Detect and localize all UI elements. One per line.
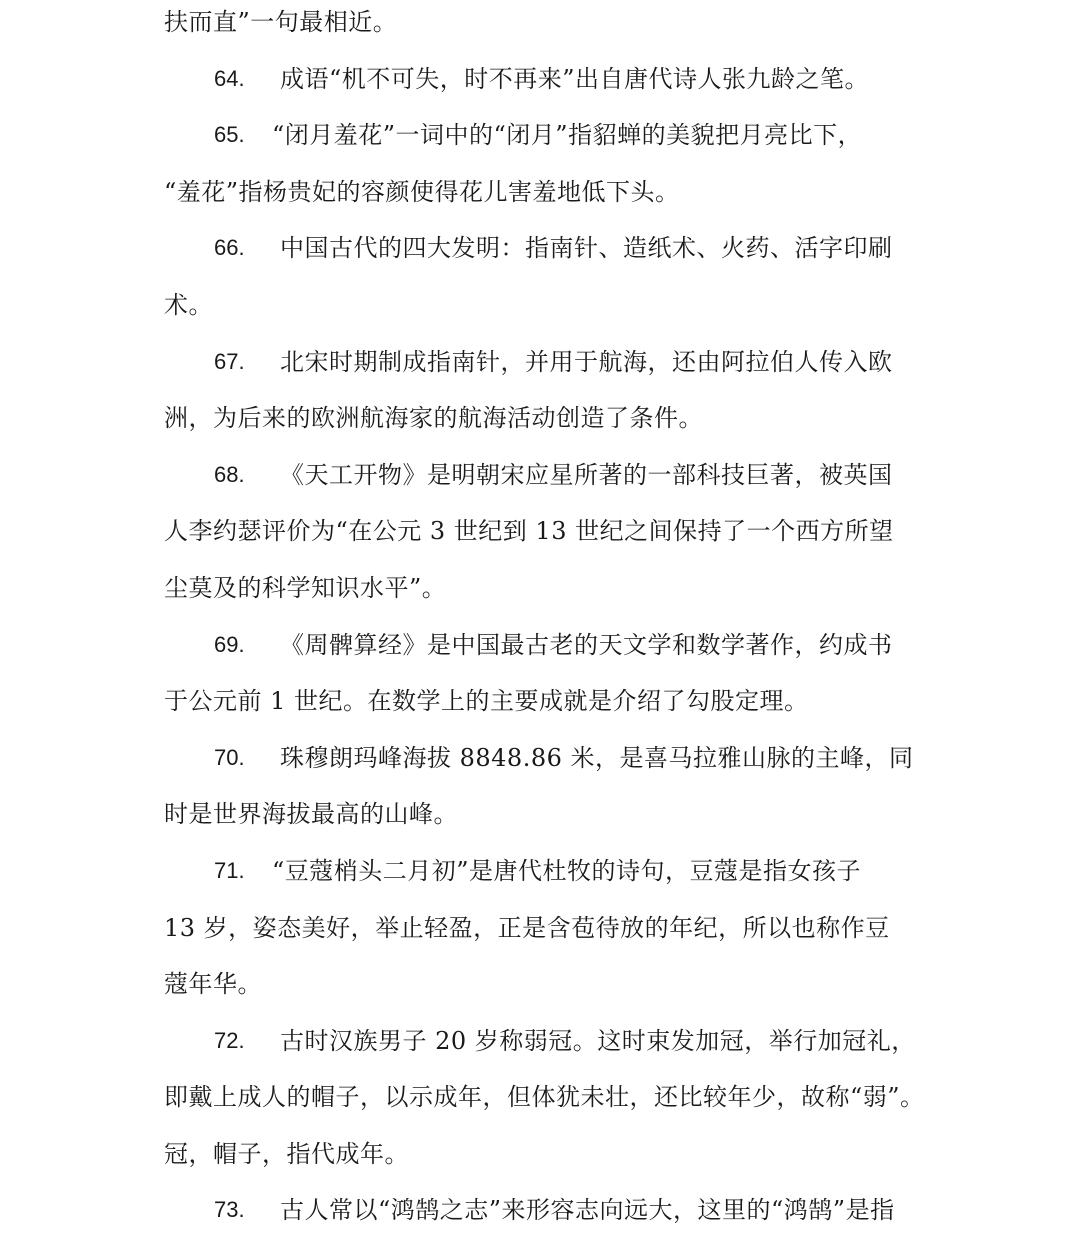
- list-item-continuation: [0, 1069, 1080, 1126]
- item-text: “豆蔻梢头二月初”是唐代杜牧的诗句，豆蔻是指女孩子: [272, 856, 862, 885]
- list-item: [0, 107, 1080, 164]
- item-number: 64.: [214, 65, 245, 91]
- list-item-continuation: [0, 786, 1080, 843]
- item-text: 术。: [164, 290, 213, 319]
- list-item-continuation: [0, 900, 1080, 957]
- list-item-continuation: [0, 390, 1080, 447]
- item-number: 71.: [214, 857, 245, 883]
- item-text: 尘莫及的科学知识水平”。: [164, 573, 447, 602]
- list-item-continuation: [0, 1126, 1080, 1183]
- item-text: 蔻年华。: [164, 970, 262, 999]
- item-text: 洲，为后来的欧洲航海家的航海活动创造了条件。: [164, 404, 703, 433]
- list-item: [0, 220, 1080, 277]
- list-item-continuation: [0, 164, 1080, 221]
- list-item: [0, 730, 1080, 787]
- item-text: 北宋时期制成指南针，并用于航海，还由阿拉伯人传入欧: [280, 347, 893, 376]
- item-text: 成语“机不可失，时不再来”出自唐代诗人张九龄之笔。: [280, 64, 870, 93]
- item-text: 冠，帽子，指代成年。: [164, 1139, 409, 1168]
- list-item: [0, 447, 1080, 504]
- item-text: “闭月羞花”一词中的“闭月”指貂蝉的美貌把月亮比下，: [272, 121, 863, 150]
- list-item-continuation: [0, 673, 1080, 730]
- item-text: 《周髀算经》是中国最古老的天文学和数学著作，约成书: [280, 630, 893, 659]
- list-item: [0, 1182, 1080, 1239]
- lead-in-line: [0, 0, 1080, 51]
- item-text: 珠穆朗玛峰海拔 8848.86 米，是喜马拉雅山脉的主峰，同: [280, 743, 914, 772]
- item-text: 时是世界海拔最高的山峰。: [164, 800, 458, 829]
- list-item: [0, 843, 1080, 900]
- item-text: “羞花”指杨贵妃的容颜使得花儿害羞地低下头。: [164, 177, 680, 206]
- item-number: 72.: [214, 1027, 245, 1053]
- list-item-continuation: [0, 956, 1080, 1013]
- item-text: 古人常以“鸿鹄之志”来形容志向远大，这里的“鸿鹄”是指: [280, 1196, 895, 1225]
- item-text: 古时汉族男子 20 岁称弱冠。这时束发加冠，举行加冠礼，: [280, 1026, 916, 1055]
- item-text: 人李约瑟评价为“在公元 3 世纪到 13 世纪之间保持了一个西方所望: [164, 517, 894, 546]
- list-item: [0, 334, 1080, 391]
- item-number: 69.: [214, 631, 245, 657]
- item-text: 于公元前 1 世纪。在数学上的主要成就是介绍了勾股定理。: [164, 687, 809, 716]
- item-number: 68.: [214, 461, 245, 487]
- item-number: 70.: [214, 744, 245, 770]
- item-number: 66.: [214, 235, 245, 261]
- list-item-continuation: [0, 560, 1080, 617]
- item-number: 65.: [214, 122, 245, 148]
- list-item-continuation: [0, 277, 1080, 334]
- item-number: 67.: [214, 348, 245, 374]
- item-text: 《天工开物》是明朝宋应星所著的一部科技巨著，被英国: [280, 460, 893, 489]
- list-item: [0, 51, 1080, 108]
- item-text: 即戴上成人的帽子，以示成年，但体犹未壮，还比较年少，故称“弱”。: [164, 1083, 925, 1112]
- item-text: 13 岁，姿态美好，举止轻盈，正是含苞待放的年纪，所以也称作豆: [164, 913, 890, 942]
- item-number: 73.: [214, 1197, 245, 1223]
- list-item: [0, 617, 1080, 674]
- list-item: [0, 1013, 1080, 1070]
- lead-in-text: 扶而直”一句最相近。: [164, 8, 398, 36]
- item-text: 中国古代的四大发明：指南针、造纸术、火药、活字印刷: [280, 234, 893, 263]
- list-item-continuation: [0, 503, 1080, 560]
